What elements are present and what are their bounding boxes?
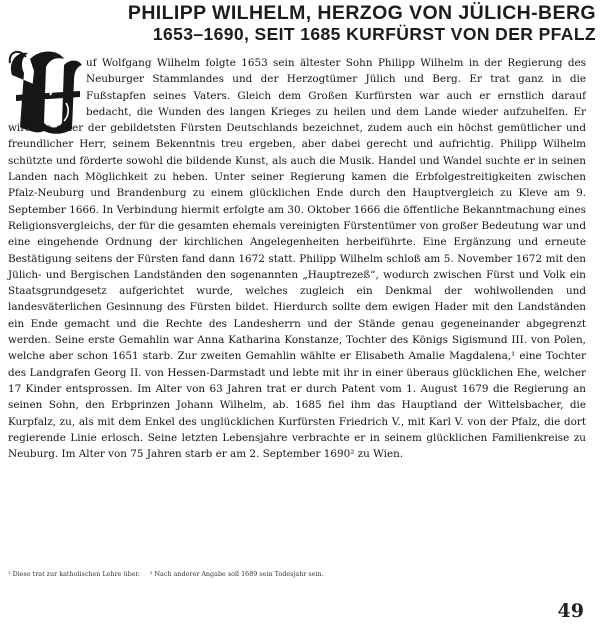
paragraph-text: uf Wolfgang Wilhelm folgte 1653 sein ältester Sohn Philipp Wilhelm in der Regierung des Neuburger Stammlandes und der Herzogtümer Jülich und Berg. Er trat ganz in die Fußstapfen seines Vaters. Gleich dem Großen Kurfürsten war auch er ernstlich darauf bedacht, die Wunden des langen Krieges zu heilen und dem Lande wieder aufzuhelfen. Er wird als einer der gebildetsten Fürsten Deutschlands bezeichnet, zudem auch ein höchst gemütlicher und freundlicher Herr, seinem Bekenntnis treu ergeben, aber dabei gerecht und aufrichtig. Philipp Wilhelm schützte und förderte sowohl die bildende Kunst, als auch die Musik. Handel und Wandel suchte er in seinen Landen nach Möglichkeit zu heben. Unter seiner Regierung kamen die Erbfolgestreitigkeiten zwischen Pfalz-Neuburg und Brandenburg zu einem glücklichen Ende durch den Hauptvergleich zu Kleve am 9. September 1666. In Verbindung hiermit erfolgte am 30. Oktober 1666 die öffentliche Bekanntmachung eines Religionsvergleichs, der für die gesamten ehemals vereinigten Fürstentümer von großer Bedeutung war und eine eingehende Ordnung der kirchlichen Angelegenheiten herbeiführte. Eine Ergänzung und erneute Bestätigung seitens der Fürsten fand dann 1672 statt. Philipp Wilhelm schloß am 5. November 1672 mit den Jülich- und Bergischen Landständen den sogenannten „Hauptrezeß“, wodurch zwischen Fürst und Volk ein Staatsgrundgesetz aufgerichtet wurde, welches zugleich ein Denkmal der wohlwollenden und landesväterlichen Gesinnung des Fürsten bildet. Hierdurch sollte dem ewigen Hader mit den Landständen ein Ende gemacht und die Rechte des Landesherrn und der Stände genau gegeneinander abgegrenzt werden. Seine erste Gemahlin war Anna Katharina Konstanze, Tochter des Königs Sigismund III. von Polen, welche aber schon 1651 starb. Zur zweiten Gemahlin wählte er Elisabeth Amalie Magdalena,¹ eine Tochter des Landgrafen Georg II. von Hessen-Darmstadt und lebte mit ihr in einer überaus glücklichen Ehe, welcher 17 Kinder entsprossen. Im Alter von 63 Jahren trat er durch Patent vom 1. August 1679 die Regierung an seinen Sohn, den Erbprinzen Johann Wilhelm, ab. 1685 fiel ihm das Hauptland der Wittelsbacher, die Kurpfalz, zu, als mit dem Enkel des unglücklichen Kurfürsten Friedrich V., mit Karl V. von der Pfalz, die dort regierende Linie erlosch. Seine letzten Lebensjahre verbrachte er in seinem glücklichen Familienkreise zu Neuburg. Im Alter von 75 Jahren starb er am 2. September 1690² zu Wien. bbox=[8, 57, 586, 461]
footnote-1: ¹ Diese trat zur katholischen Lehre über. bbox=[8, 570, 140, 578]
title-line-1: PHILIPP WILHELM, HERZOG VON JÜLICH-BERG bbox=[127, 2, 596, 24]
page-title bbox=[8, 2, 596, 44]
body-paragraph bbox=[8, 55, 586, 462]
title-line-2: 1653–1690, SEIT 1685 KURFÜRST VON DER PFALZ bbox=[152, 24, 596, 44]
page-number: 49 bbox=[557, 600, 584, 622]
footnotes bbox=[8, 570, 568, 579]
footnote-2: ² Nach anderer Angabe soll 1689 sein Todesjahr sein. bbox=[149, 570, 324, 578]
drop-cap-space bbox=[8, 55, 86, 115]
